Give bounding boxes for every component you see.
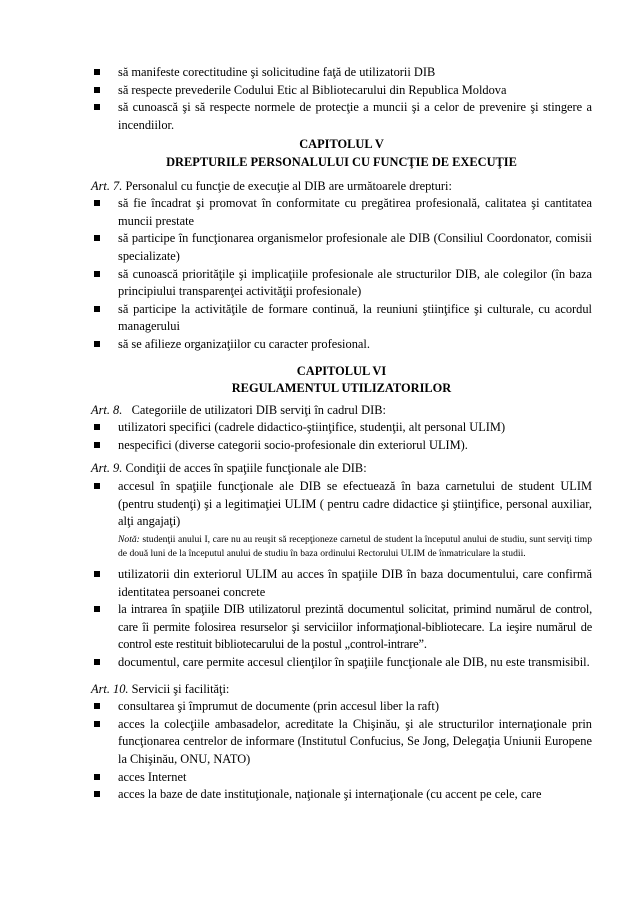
- article-10-bullet-list: [91, 698, 592, 804]
- article-9-bullet-list-a: [91, 478, 592, 531]
- list-item: acces Internet: [91, 769, 592, 787]
- list-item: să participe în funcţionarea organismelor profesionale ale DIB (Consiliul Coordonator, comisii specializate): [91, 230, 592, 265]
- list-item: să fie încadrat şi promovat în conformitate cu pregătirea profesională, calitatea şi cantitatea muncii prestate: [91, 195, 592, 230]
- list-item: acces la baze de date instituţionale, naţionale şi internaţionale (cu accent pe cele, care: [91, 786, 592, 804]
- list-item: documentul, care permite accesul clienţilor în spaţiile funcţionale ale DIB, nu este transmisibil.: [91, 654, 592, 672]
- article-8-number: Art. 8.: [91, 402, 123, 417]
- article-8-bullet-list: [91, 419, 592, 454]
- intro-bullet-list: [91, 64, 592, 134]
- article-8: [91, 402, 592, 420]
- article-9-note: [91, 533, 592, 562]
- list-item: la intrarea în spaţiile DIB utilizatorul prezintă documentul solicitat, primind numărul de control, care îi permite folosirea resurselor şi serviciilor informaţional-bibliotecare. La ieşire numărul de control este restituit bibliotecarului de la postul „control-intrare”.: [91, 601, 592, 654]
- article-10: [91, 681, 592, 699]
- article-10-number: Art. 10.: [91, 681, 129, 696]
- article-8-text: Categoriile de utilizatori DIB serviţi în cadrul DIB:: [131, 402, 386, 417]
- article-7-number: Art. 7.: [91, 178, 123, 193]
- list-item: utilizatori specifici (cadrele didactico-ştiinţifice, studenţii, alt personal ULIM): [91, 419, 592, 437]
- article-7-text: Personalul cu funcţie de execuţie al DIB are următoarele drepturi:: [125, 178, 452, 193]
- chapter-6-number: CAPITOLUL VI: [296, 363, 387, 378]
- article-10-text: Servicii şi facilităţi:: [131, 681, 230, 696]
- list-item: să se afilieze organizaţiilor cu caracter profesional.: [91, 336, 592, 354]
- article-9: [91, 460, 592, 478]
- article-7-bullet-list: [91, 195, 592, 353]
- list-item: să cunoască şi să respecte normele de protecţie a muncii şi a celor de prevenire şi stingere a incendiilor.: [91, 99, 592, 134]
- list-item: nespecifici (diverse categorii socio-profesionale din exteriorul ULIM).: [91, 437, 592, 455]
- list-item: să cunoască priorităţile şi implicaţiile profesionale ale structurilor DIB, ale colegilor (în baza principiului transparenţei activităţii profesionale): [91, 266, 592, 301]
- list-item: să respecte prevederile Codului Etic al Bibliotecarului din Republica Moldova: [91, 82, 592, 100]
- note-text: studenţii anului I, care nu au reuşit să recepţioneze carnetul de student la începutul anului de studiu, sunt serviţi timp de două luni de la începutul anului de studiu în baza ordinului Rectorului ULIM de înmatriculare la studii.: [118, 533, 592, 560]
- article-9-text: Condiţii de acces în spaţiile funcţionale ale DIB:: [125, 461, 367, 476]
- chapter-6-title: REGULAMENTUL UTILIZATORILOR: [231, 381, 452, 396]
- chapter-5-number: CAPITOLUL V: [299, 137, 384, 152]
- note-label: Notă:: [118, 533, 140, 545]
- article-7: [91, 178, 592, 196]
- list-item: consultarea şi împrumut de documente (prin accesul liber la raft): [91, 698, 592, 716]
- list-item: acces la colecţiile ambasadelor, acreditate la Chişinău, şi ale structurilor internaţionale prin funcţionarea centrelor de informare (Institutul Confucius, Se Jong, Delegaţia Uniunii Europene la Chişinău, ONU, NATO): [91, 716, 592, 769]
- list-item: să participe la activităţile de formare continuă, la reuniuni ştiinţifice şi culturale, cu acordul managerului: [91, 301, 592, 336]
- list-item: utilizatorii din exteriorul ULIM au acces în spaţiile DIB în baza documentului, care confirmă identitatea persoanei concrete: [91, 566, 592, 601]
- article-9-number: Art. 9.: [91, 461, 123, 476]
- list-item: accesul în spaţiile funcţionale ale DIB se efectuează în baza carnetului de student ULIM (pentru studenţi) şi a legitimaţiei ULIM ( pentru cadre didactice şi ştiinţifice, personal auxiliar, alţi angajaţi): [91, 478, 592, 531]
- chapter-5-title: DREPTURILE PERSONALULUI CU FUNCŢIE DE EXECUŢIE: [166, 154, 517, 169]
- article-9-bullet-list-b: [91, 566, 592, 672]
- list-item: să manifeste corectitudine şi solicitudine faţă de utilizatorii DIB: [91, 64, 592, 82]
